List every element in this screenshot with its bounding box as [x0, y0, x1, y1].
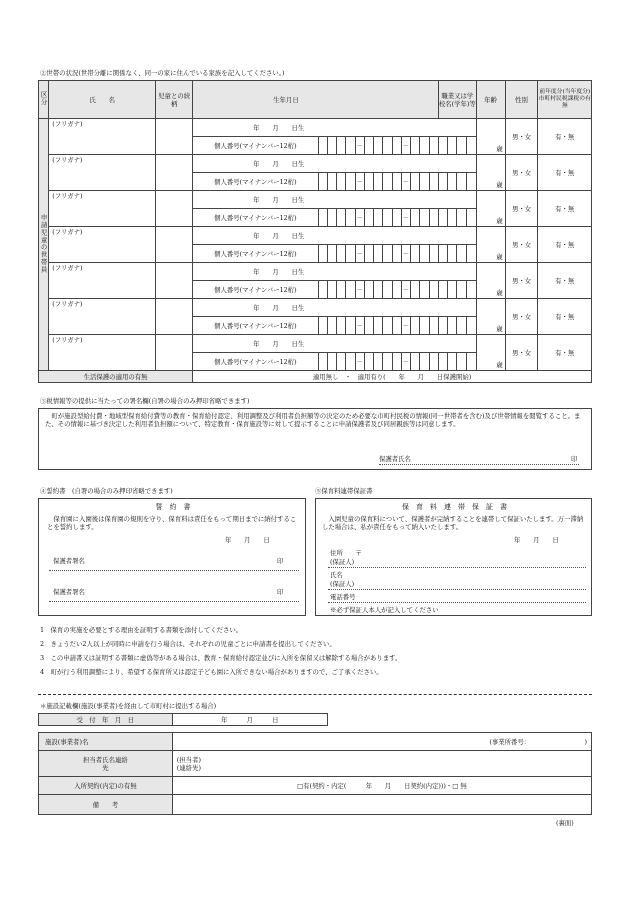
mynumber-digit[interactable] — [364, 317, 373, 335]
note-1: 1 保育の実施を必要とする理由を証明する書類を添付してください。 — [40, 626, 243, 634]
welfare-label: 生活保護の適用の有無 — [39, 371, 193, 383]
mynumber-digit[interactable] — [364, 209, 373, 227]
received-label: 受 付 年 月 日 — [39, 714, 173, 726]
mynumber-digit[interactable] — [420, 173, 429, 191]
member-age-cell[interactable] — [476, 263, 505, 299]
member-sex-cell[interactable]: 男・女 — [505, 263, 538, 299]
guarantor-name-line — [328, 589, 586, 590]
remarks-value[interactable] — [172, 795, 591, 815]
pledge-text: 保育園に入園後は保育園の規則を守り、保育料は責任をもって期日までに納付することを誓約します。 — [47, 515, 297, 531]
mynumber-digit[interactable] — [374, 173, 383, 191]
member-sex-cell[interactable]: 男・女 — [505, 155, 538, 191]
member-tax-cell[interactable]: 有・無 — [538, 299, 592, 335]
mynumber-digit[interactable] — [327, 173, 336, 191]
household-table — [38, 80, 592, 383]
pledge-seal2: 印 — [277, 588, 284, 596]
member-tax-cell[interactable]: 有・無 — [538, 263, 592, 299]
guarantor-phone-label: 電話番号 — [330, 593, 356, 601]
mynumber-digit[interactable] — [438, 245, 447, 263]
welfare-value: 適用無し ・ 適用有り( 年 月 日保護開始) — [193, 371, 592, 383]
mynumber-digit[interactable] — [318, 353, 327, 371]
member-sex-cell[interactable]: 男・女 — [505, 191, 538, 227]
mynumber-separator: － — [355, 317, 364, 335]
age-unit: 歳 — [496, 145, 503, 153]
mynumber-digit[interactable] — [337, 317, 346, 335]
mynumber-digit[interactable] — [429, 281, 438, 299]
notes-list — [40, 626, 592, 682]
mynumber-digit[interactable] — [438, 317, 447, 335]
mynumber-digit[interactable] — [383, 245, 392, 263]
mynumber-separator: － — [355, 137, 364, 155]
occupation-cell[interactable] — [466, 209, 476, 227]
mynumber-digit[interactable] — [346, 317, 355, 335]
mynumber-digit[interactable] — [383, 209, 392, 227]
member-name-cell[interactable] — [49, 119, 156, 155]
mynumber-digit[interactable] — [374, 209, 383, 227]
mynumber-digit[interactable] — [318, 137, 327, 155]
mynumber-digit[interactable] — [318, 317, 327, 335]
consent-box — [38, 408, 592, 470]
mynumber-digit[interactable] — [411, 173, 420, 191]
mynumber-digit[interactable] — [337, 281, 346, 299]
furigana-label: (フリガナ) — [52, 192, 83, 200]
header-tax: 前年度分(当年度分)市町村民税課税の有無 — [538, 81, 592, 119]
mynumber-digit[interactable] — [383, 317, 392, 335]
mynumber-separator: － — [355, 209, 364, 227]
contact-cell — [172, 751, 591, 777]
birth-date-label: 年 月 日生 — [253, 231, 305, 240]
mynumber-digit[interactable] — [392, 353, 401, 371]
mynumber-separator: － — [401, 209, 410, 227]
mynumber-digit[interactable] — [346, 137, 355, 155]
guarantor-label-1: (保証人) — [330, 558, 355, 566]
section5-title: ⑤保育料連帯保証書 — [315, 487, 373, 495]
mynumber-digit[interactable] — [411, 137, 420, 155]
mynumber-digit[interactable] — [457, 317, 466, 335]
pledge-seal1: 印 — [277, 557, 284, 565]
consent-sign-line — [379, 464, 579, 465]
mynumber-separator: － — [355, 353, 364, 371]
guarantee-heading: 保 育 料 連 帯 保 証 書 — [402, 503, 507, 511]
mynumber-digit[interactable] — [448, 245, 457, 263]
mynumber-digit[interactable] — [374, 245, 383, 263]
facility-title: ＊施設記載欄(施設(事業者)を経由して市町村に提出する場合) — [40, 702, 217, 710]
guarantee-box — [315, 498, 592, 616]
member-birth-cell[interactable] — [193, 191, 477, 209]
mynumber-digit[interactable] — [420, 137, 429, 155]
contract-value: □有(契約・内定( 年 月 日契約(内定)))・□ 無 — [172, 777, 591, 795]
mynumber-digit[interactable] — [429, 137, 438, 155]
pledge-sign2-label: 保護者署名 — [53, 588, 85, 596]
member-tax-cell[interactable]: 有・無 — [538, 335, 592, 371]
age-unit: 歳 — [496, 217, 503, 225]
member-age-cell[interactable] — [476, 335, 505, 371]
mynumber-digit[interactable] — [374, 317, 383, 335]
mynumber-digit[interactable] — [318, 173, 327, 191]
member-name-cell[interactable] — [49, 227, 156, 263]
note-3: 3 この申請書又は証明する書類に虚偽等がある場合は、教育・保育給付認定並びに入所を保留又は解除する場合があります。 — [40, 654, 402, 662]
birth-date-label: 年 月 日生 — [253, 159, 305, 168]
member-sex-cell[interactable]: 男・女 — [505, 227, 538, 263]
member-birth-cell[interactable] — [193, 335, 477, 353]
mynumber-digit[interactable] — [337, 173, 346, 191]
mynumber-digit[interactable] — [420, 209, 429, 227]
mynumber-digit[interactable] — [429, 245, 438, 263]
mynumber-digit[interactable] — [327, 317, 336, 335]
mynumber-digit[interactable] — [346, 209, 355, 227]
household-row — [39, 263, 592, 281]
section4-title: ④誓約書 (自署の場合のみ押印省略できます) — [40, 487, 173, 495]
member-relation-cell[interactable] — [156, 263, 193, 299]
mynumber-label: 個人番号(マイナンバー12桁) — [193, 353, 318, 371]
member-birth-cell[interactable] — [193, 119, 477, 137]
member-age-cell[interactable] — [476, 299, 505, 335]
guarantor-name-label: 氏名 — [330, 571, 343, 579]
mynumber-digit[interactable] — [337, 245, 346, 263]
member-relation-cell[interactable] — [156, 155, 193, 191]
mynumber-label: 個人番号(マイナンバー12桁) — [193, 317, 318, 335]
guarantor-address-line — [328, 567, 586, 568]
mynumber-separator: － — [355, 173, 364, 191]
mynumber-digit[interactable] — [327, 353, 336, 371]
mynumber-digit[interactable] — [346, 281, 355, 299]
mynumber-digit[interactable] — [327, 209, 336, 227]
contact-person: (担当者) — [176, 755, 201, 764]
note-2: 2 きょうだい2人以上が同時に申請を行う場合は、それぞれの児童ごとに申請書を提出してください。 — [40, 640, 336, 648]
age-unit: 歳 — [496, 361, 503, 369]
birth-date-label: 年 月 日生 — [253, 123, 305, 132]
member-name-cell[interactable] — [49, 263, 156, 299]
member-age-cell[interactable] — [476, 191, 505, 227]
mynumber-digit[interactable] — [364, 173, 373, 191]
furigana-label: (フリガナ) — [52, 300, 83, 308]
birth-date-label: 年 月 日生 — [253, 267, 305, 276]
mynumber-digit[interactable] — [337, 137, 346, 155]
header-name: 氏 名 — [49, 81, 156, 119]
household-row — [39, 299, 592, 317]
member-tax-cell[interactable]: 有・無 — [538, 227, 592, 263]
member-name-cell[interactable] — [49, 335, 156, 371]
mynumber-digit[interactable] — [364, 137, 373, 155]
header-relation: 児童との続柄 — [156, 81, 193, 119]
member-tax-cell[interactable]: 有・無 — [538, 191, 592, 227]
member-relation-cell[interactable] — [156, 299, 193, 335]
member-sex-cell[interactable]: 男・女 — [505, 335, 538, 371]
member-birth-cell[interactable] — [193, 227, 477, 245]
mynumber-digit[interactable] — [346, 353, 355, 371]
age-unit: 歳 — [496, 181, 503, 189]
header-birth: 生年月日 — [193, 81, 439, 119]
mynumber-digit[interactable] — [457, 281, 466, 299]
mynumber-digit[interactable] — [429, 173, 438, 191]
mynumber-digit[interactable] — [438, 209, 447, 227]
occupation-cell[interactable] — [466, 137, 476, 155]
occupation-cell[interactable] — [466, 245, 476, 263]
mynumber-digit[interactable] — [392, 317, 401, 335]
mynumber-digit[interactable] — [327, 137, 336, 155]
guarantor-label-2: (保証人) — [330, 580, 355, 588]
mynumber-label: 個人番号(マイナンバー12桁) — [193, 173, 318, 191]
facility-table — [38, 732, 592, 815]
mynumber-digit[interactable] — [392, 137, 401, 155]
mynumber-digit[interactable] — [411, 209, 420, 227]
cut-line — [38, 694, 592, 695]
guarantee-text: 入園児童の保育料について、保護者が完納することを連帯して保証いたします。万一滞納した場合は、私が責任をもって納入いたします。 — [322, 515, 584, 531]
mynumber-digit[interactable] — [383, 137, 392, 155]
member-relation-cell[interactable] — [156, 119, 193, 155]
mynumber-digit[interactable] — [457, 137, 466, 155]
birth-date-label: 年 月 日生 — [253, 339, 305, 348]
member-relation-cell[interactable] — [156, 191, 193, 227]
mynumber-separator: － — [401, 353, 410, 371]
mynumber-digit[interactable] — [420, 353, 429, 371]
mynumber-label: 個人番号(マイナンバー12桁) — [193, 137, 318, 155]
age-unit: 歳 — [496, 253, 503, 261]
mynumber-digit[interactable] — [457, 209, 466, 227]
occupation-cell[interactable] — [466, 281, 476, 299]
mynumber-digit[interactable] — [374, 353, 383, 371]
mynumber-separator: － — [401, 173, 410, 191]
household-row — [39, 335, 592, 353]
mynumber-digit[interactable] — [438, 353, 447, 371]
mynumber-digit[interactable] — [420, 317, 429, 335]
mynumber-separator: － — [401, 317, 410, 335]
household-row — [39, 155, 592, 173]
mynumber-digit[interactable] — [364, 281, 373, 299]
mynumber-digit[interactable] — [374, 137, 383, 155]
member-birth-cell[interactable] — [193, 263, 477, 281]
mynumber-digit[interactable] — [438, 173, 447, 191]
furigana-label: (フリガナ) — [52, 336, 83, 344]
guarantor-phone-line — [328, 602, 586, 603]
header-occupation: 職業又は学校名(学年)等 — [438, 81, 476, 119]
mynumber-digit[interactable] — [346, 173, 355, 191]
mynumber-digit[interactable] — [448, 353, 457, 371]
mynumber-digit[interactable] — [383, 281, 392, 299]
mynumber-separator: － — [355, 281, 364, 299]
pledge-sign2-line — [49, 601, 299, 602]
mynumber-digit[interactable] — [383, 173, 392, 191]
occupation-cell[interactable] — [466, 353, 476, 371]
member-relation-cell[interactable] — [156, 335, 193, 371]
contact-info: (連絡先) — [176, 763, 201, 772]
mynumber-digit[interactable] — [346, 245, 355, 263]
note-4: 4 町が行う利用調整により、希望する保育所又は認定子ども園に入所できない場合がありますので、ご了承ください。 — [40, 668, 383, 676]
received-value: 年 月 日 — [172, 714, 327, 726]
mynumber-digit[interactable] — [392, 173, 401, 191]
mynumber-digit[interactable] — [429, 209, 438, 227]
page-footer: (裏面) — [556, 819, 574, 827]
furigana-label: (フリガナ) — [52, 156, 83, 164]
consent-text: 町が施設型給付費・地域型保育給付費等の教育・保育給付認定、利用調整及び利用者負担額等の決定のため必要な市町村民税の情報(同一世帯者を含む)及び世帯情報を閲覧すること。また、その情報に基づき決定した利用者負担額について、特定教育・保育施設等に対して提示することに申請保護者及び同居親族等は同意します。 — [45, 412, 581, 428]
guarantor-address-label: 住所 〒 — [330, 549, 362, 557]
mynumber-digit[interactable] — [420, 281, 429, 299]
age-unit: 歳 — [496, 325, 503, 333]
member-name-cell[interactable] — [49, 191, 156, 227]
mynumber-digit[interactable] — [392, 245, 401, 263]
mynumber-label: 個人番号(マイナンバー12桁) — [193, 209, 318, 227]
consent-seal: 印 — [571, 455, 578, 463]
mynumber-separator: － — [355, 245, 364, 263]
age-unit: 歳 — [496, 289, 503, 297]
member-age-cell[interactable] — [476, 155, 505, 191]
pledge-sign1-line — [49, 570, 299, 571]
pledge-date: 年 月 日 — [225, 536, 270, 544]
household-row — [39, 191, 592, 209]
mynumber-digit[interactable] — [429, 317, 438, 335]
member-relation-cell[interactable] — [156, 227, 193, 263]
mynumber-digit[interactable] — [411, 281, 420, 299]
mynumber-digit[interactable] — [448, 173, 457, 191]
mynumber-digit[interactable] — [327, 281, 336, 299]
mynumber-digit[interactable] — [318, 281, 327, 299]
member-name-cell[interactable] — [49, 155, 156, 191]
member-sex-cell[interactable]: 男・女 — [505, 299, 538, 335]
mynumber-digit[interactable] — [448, 209, 457, 227]
mynumber-digit[interactable] — [429, 353, 438, 371]
household-row — [39, 227, 592, 245]
birth-date-label: 年 月 日生 — [253, 195, 305, 204]
facility-number: (事業所番号： ) — [172, 733, 591, 751]
member-sex-cell[interactable]: 男・女 — [505, 119, 538, 155]
furigana-label: (フリガナ) — [52, 120, 83, 128]
pledge-box — [38, 498, 306, 616]
mynumber-digit[interactable] — [457, 173, 466, 191]
facility-name-label: 施設(事業者)名 — [39, 733, 173, 751]
member-age-cell[interactable] — [476, 227, 505, 263]
mynumber-digit[interactable] — [438, 137, 447, 155]
mynumber-digit[interactable] — [438, 281, 447, 299]
pledge-sign1-label: 保護者署名 — [53, 557, 85, 565]
mynumber-digit[interactable] — [337, 209, 346, 227]
contract-label: 入所契約(内定)の有無 — [39, 777, 173, 795]
member-birth-cell[interactable] — [193, 155, 477, 173]
mynumber-digit[interactable] — [318, 209, 327, 227]
consent-sign-label: 保護者氏名 — [379, 455, 411, 463]
guarantor-note: ※必ず保証人本人が記入してください — [330, 606, 439, 614]
member-birth-cell[interactable] — [193, 299, 477, 317]
mynumber-separator: － — [401, 245, 410, 263]
mynumber-digit[interactable] — [448, 137, 457, 155]
pledge-heading: 誓 約 書 — [155, 503, 191, 511]
mynumber-digit[interactable] — [364, 245, 373, 263]
furigana-label: (フリガナ) — [52, 264, 83, 272]
mynumber-digit[interactable] — [457, 245, 466, 263]
section3-title: ③税情報等の提供に当たっての署名欄(自署の場合のみ押印省略できます) — [40, 397, 250, 405]
mynumber-label: 個人番号(マイナンバー12桁) — [193, 281, 318, 299]
mynumber-digit[interactable] — [448, 281, 457, 299]
header-kubun: 区分 — [39, 81, 49, 119]
member-tax-cell[interactable]: 有・無 — [538, 155, 592, 191]
mynumber-digit[interactable] — [457, 353, 466, 371]
mynumber-digit[interactable] — [420, 245, 429, 263]
birth-date-label: 年 月 日生 — [253, 303, 305, 312]
mynumber-digit[interactable] — [411, 317, 420, 335]
occupation-cell[interactable] — [466, 317, 476, 335]
contact-label: 担当者氏名連絡先 — [39, 751, 173, 777]
mynumber-label: 個人番号(マイナンバー12桁) — [193, 245, 318, 263]
header-age: 年齢 — [476, 81, 505, 119]
member-tax-cell[interactable]: 有・無 — [538, 119, 592, 155]
mynumber-separator: － — [401, 137, 410, 155]
member-name-cell[interactable] — [49, 299, 156, 335]
guarantee-date: 年 月 日 — [514, 536, 559, 544]
side-label: 申請児童の世帯員 — [39, 119, 49, 371]
section2-title: ②世帯の状況(世帯分離に関係なく、同一の家に住んでいる家族を記入してください。) — [40, 69, 285, 77]
household-row — [39, 119, 592, 137]
mynumber-digit[interactable] — [392, 281, 401, 299]
mynumber-digit[interactable] — [392, 209, 401, 227]
mynumber-digit[interactable] — [318, 245, 327, 263]
mynumber-digit[interactable] — [337, 353, 346, 371]
mynumber-digit[interactable] — [411, 245, 420, 263]
occupation-cell[interactable] — [466, 173, 476, 191]
mynumber-digit[interactable] — [448, 317, 457, 335]
member-age-cell[interactable] — [476, 119, 505, 155]
header-sex: 性別 — [505, 81, 538, 119]
mynumber-separator: － — [401, 281, 410, 299]
furigana-label: (フリガナ) — [52, 228, 83, 236]
mynumber-digit[interactable] — [411, 353, 420, 371]
mynumber-digit[interactable] — [383, 353, 392, 371]
remarks-label: 備 考 — [39, 795, 173, 815]
mynumber-digit[interactable] — [364, 353, 373, 371]
mynumber-digit[interactable] — [374, 281, 383, 299]
received-table — [38, 713, 328, 726]
mynumber-digit[interactable] — [327, 245, 336, 263]
